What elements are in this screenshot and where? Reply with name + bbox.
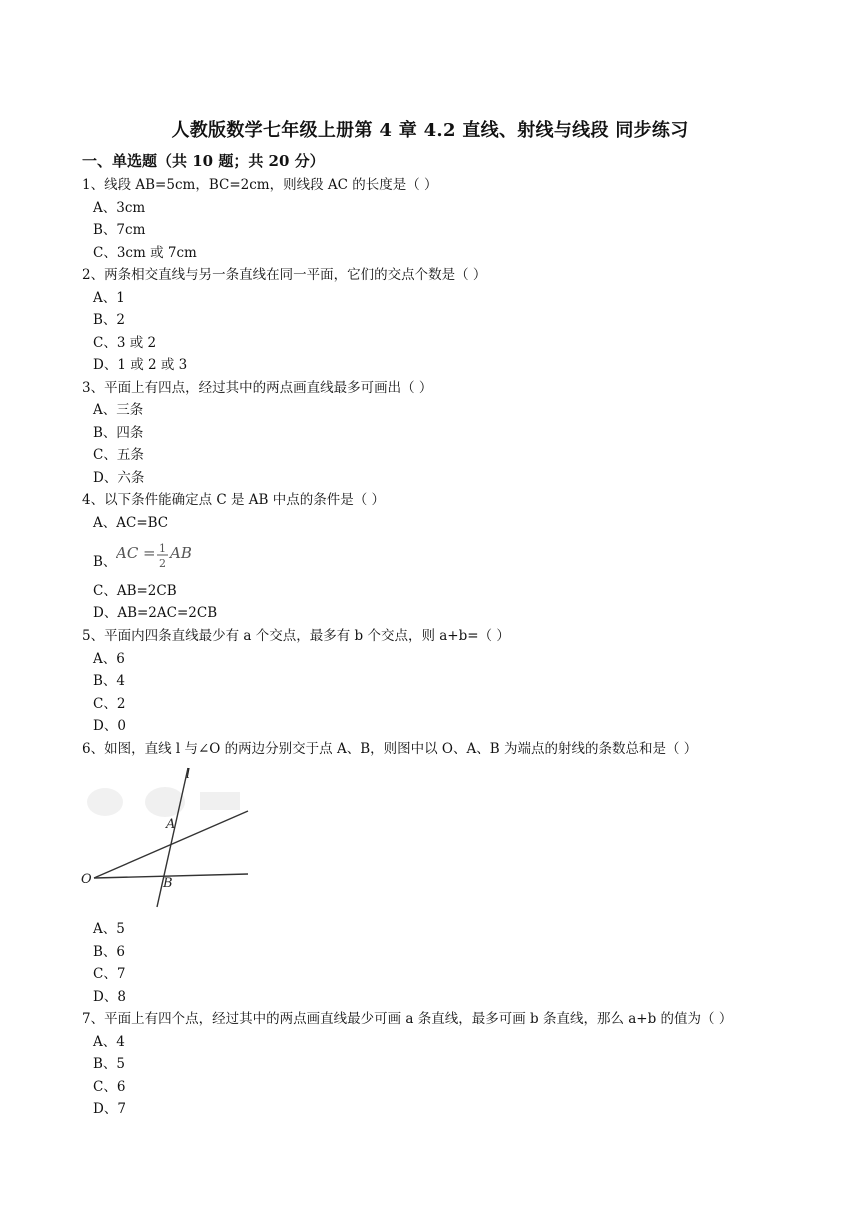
question-4-option-a: A、AC=BC — [93, 515, 169, 531]
question-6-option-a: A、5 — [93, 921, 125, 937]
label-l: l — [186, 767, 191, 782]
question-4-option-b: B、 — [93, 554, 117, 570]
question-6-option-b: B、6 — [93, 944, 126, 960]
section-heading: 一、单选题（共 10 题；共 20 分） — [82, 152, 325, 170]
question-6-option-d: D、8 — [93, 989, 126, 1005]
label-o: O — [81, 872, 92, 887]
question-3-option-c: C、五条 — [93, 447, 144, 463]
question-3-option-b: B、四条 — [93, 425, 144, 441]
geometry-figure — [80, 762, 250, 912]
question-7-option-c: C、6 — [93, 1079, 126, 1095]
formula-denominator: 2 — [159, 557, 166, 570]
question-7-option-d: D、7 — [93, 1101, 126, 1117]
question-5-option-d: D、0 — [93, 718, 126, 734]
watermark-logo — [87, 787, 240, 817]
question-7-option-b: B、5 — [93, 1056, 126, 1072]
question-4-option-c: C、AB=2CB — [93, 583, 177, 599]
question-5-option-a: A、6 — [93, 651, 125, 667]
question-1-option-a: A、3cm — [93, 200, 146, 216]
question-2-option-a: A、1 — [93, 290, 125, 306]
question-2-option-d: D、1 或 2 或 3 — [93, 357, 188, 373]
question-2-option-b: B、2 — [93, 312, 126, 328]
question-6-stem: 6、如图，直线 l 与∠O 的两边分别交于点 A、B，则图中以 O、A、B 为端点的射线的条数总和是（ ） — [82, 741, 698, 757]
question-5-stem: 5、平面内四条直线最少有 a 个交点，最多有 b 个交点，则 a+b=（ ） — [82, 628, 510, 644]
question-4-stem: 4、以下条件能确定点 C 是 AB 中点的条件是（ ） — [82, 492, 386, 508]
question-3-option-a: A、三条 — [93, 402, 144, 418]
question-5-option-c: C、2 — [93, 696, 126, 712]
formula-numerator: 1 — [159, 542, 166, 555]
question-6-option-c: C、7 — [93, 966, 126, 982]
question-3-stem: 3、平面上有四点，经过其中的两点画直线最多可画出（ ） — [82, 380, 433, 396]
label-a: A — [166, 817, 176, 832]
label-b: B — [163, 876, 173, 891]
question-1-stem: 1、线段 AB=5cm，BC=2cm，则线段 AC 的长度是（ ） — [82, 177, 438, 193]
formula-ac-half-ab — [116, 541, 200, 571]
question-3-option-d: D、六条 — [93, 470, 145, 486]
formula-rhs: AB — [170, 544, 192, 562]
question-2-option-c: C、3 或 2 — [93, 335, 157, 351]
page-title: 人教版数学七年级上册第 4 章 4.2 直线、射线与线段 同步练习 — [171, 120, 689, 141]
question-4-option-d: D、AB=2AC=2CB — [93, 605, 218, 621]
formula-equals: = — [143, 544, 156, 562]
question-1-option-b: B、7cm — [93, 222, 146, 238]
question-7-option-a: A、4 — [93, 1034, 125, 1050]
question-1-option-c: C、3cm 或 7cm — [93, 245, 197, 261]
question-2-stem: 2、两条相交直线与另一条直线在同一平面，它们的交点个数是（ ） — [82, 267, 487, 283]
formula-lhs: AC — [116, 544, 139, 562]
question-7-stem: 7、平面上有四个点，经过其中的两点画直线最少可画 a 条直线，最多可画 b 条直线，那么 a+b 的值为（ ） — [82, 1011, 733, 1027]
question-5-option-b: B、4 — [93, 673, 126, 689]
